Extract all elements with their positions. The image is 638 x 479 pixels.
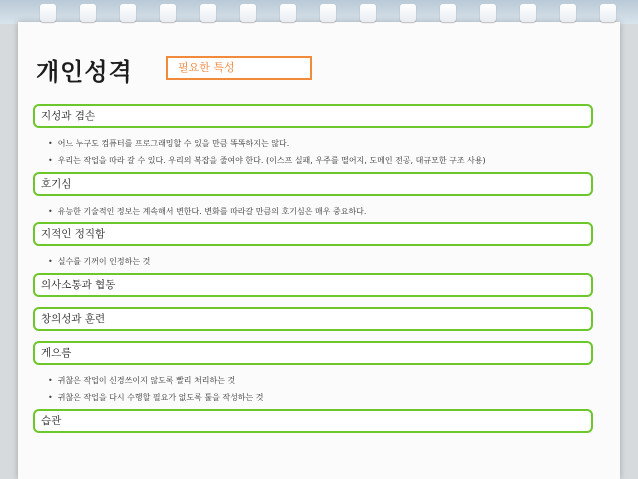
binding-ring [360, 4, 376, 22]
binding-ring [160, 4, 176, 22]
binding-ring [280, 4, 296, 22]
binding-ring [40, 4, 56, 22]
binding-ring [320, 4, 336, 22]
bullet-item: • 우리는 작업을 따라 갈 수 있다. 우리의 복잡을 줄여야 한다. (이스프 실패, 우주를 떨어지, 도메인 전공, 대규모한 구조 사용) [48, 155, 486, 166]
bullet-item: • 귀찮은 작업을 다시 수행할 필요가 없도록 툴을 작성하는 것 [48, 392, 264, 403]
binding-ring [600, 4, 616, 22]
bullet-item: • 유능한 기술적인 정보는 계속해서 변한다. 변화를 따라갈 만큼의 호기심은 매우 중요하다. [48, 206, 366, 217]
bullet-item: • 귀찮은 작업이 신경쓰이지 않도록 빨리 처리하는 것 [48, 375, 235, 386]
bullet-item: • 어느 누구도 컴퓨터를 프로그래밍할 수 있을 만큼 똑똑하지는 않다. [48, 138, 289, 149]
section-creativity-discipline: 창의성과 훈련 [33, 307, 593, 331]
page-title: 개인성격 [36, 58, 133, 86]
section-intelligence-humility: 지성과 겸손 [33, 104, 593, 128]
section-curiosity: 호기심 [33, 172, 593, 196]
subtitle-box: 필요한 특성 [166, 56, 312, 80]
section-intellectual-honesty: 지적인 정직함 [33, 222, 593, 246]
binding-ring [80, 4, 96, 22]
binding-ring [440, 4, 456, 22]
binding-ring [480, 4, 496, 22]
binding-ring [520, 4, 536, 22]
binding-ring [560, 4, 576, 22]
binding-ring [240, 4, 256, 22]
binding-ring [200, 4, 216, 22]
bullet-item: • 실수를 기꺼이 인정하는 것 [48, 256, 150, 267]
binding-ring [400, 4, 416, 22]
section-laziness: 게으름 [33, 341, 593, 365]
section-communication-cooperation: 의사소통과 협동 [33, 273, 593, 297]
binding-ring [120, 4, 136, 22]
section-habits: 습관 [33, 409, 593, 433]
